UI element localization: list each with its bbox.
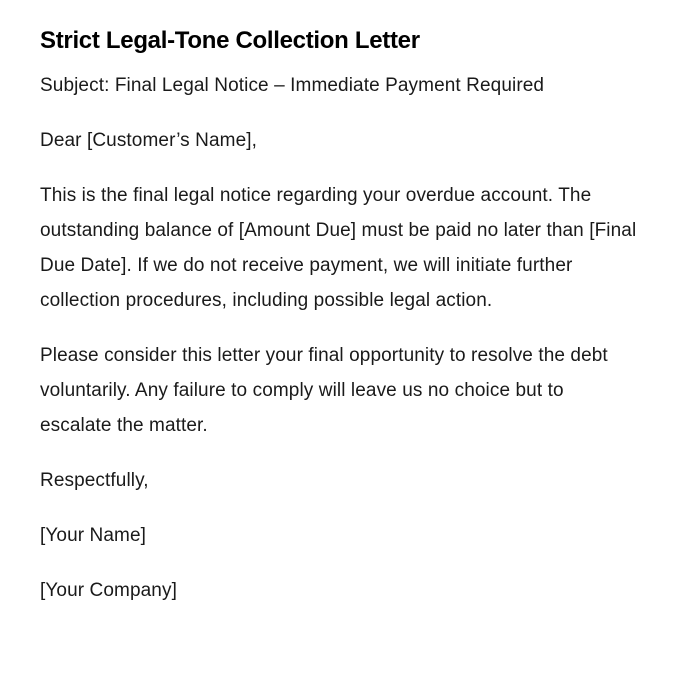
body-paragraph: This is the final legal notice regarding your overdue account. The outstanding balance of [Amount Due] must be paid no later than [Final Due Date]. If we do not receive payment, we will initiate further collection procedures, including possible legal action. <box>40 185 637 311</box>
document-title: Strict Legal-Tone Collection Letter <box>40 27 420 54</box>
letter-document <box>40 24 640 608</box>
signature-company: [Your Company] <box>40 580 177 601</box>
closing: Respectfully, <box>40 470 149 491</box>
signature-name: [Your Name] <box>40 525 147 546</box>
subject-line: Subject: Final Legal Notice – Immediate Payment Required <box>40 75 545 96</box>
body-paragraph: Please consider this letter your final opportunity to resolve the debt voluntarily. Any failure to comply will leave us no choice but to escalate the matter. <box>40 345 608 436</box>
greeting: Dear [Customer’s Name], <box>40 130 257 151</box>
